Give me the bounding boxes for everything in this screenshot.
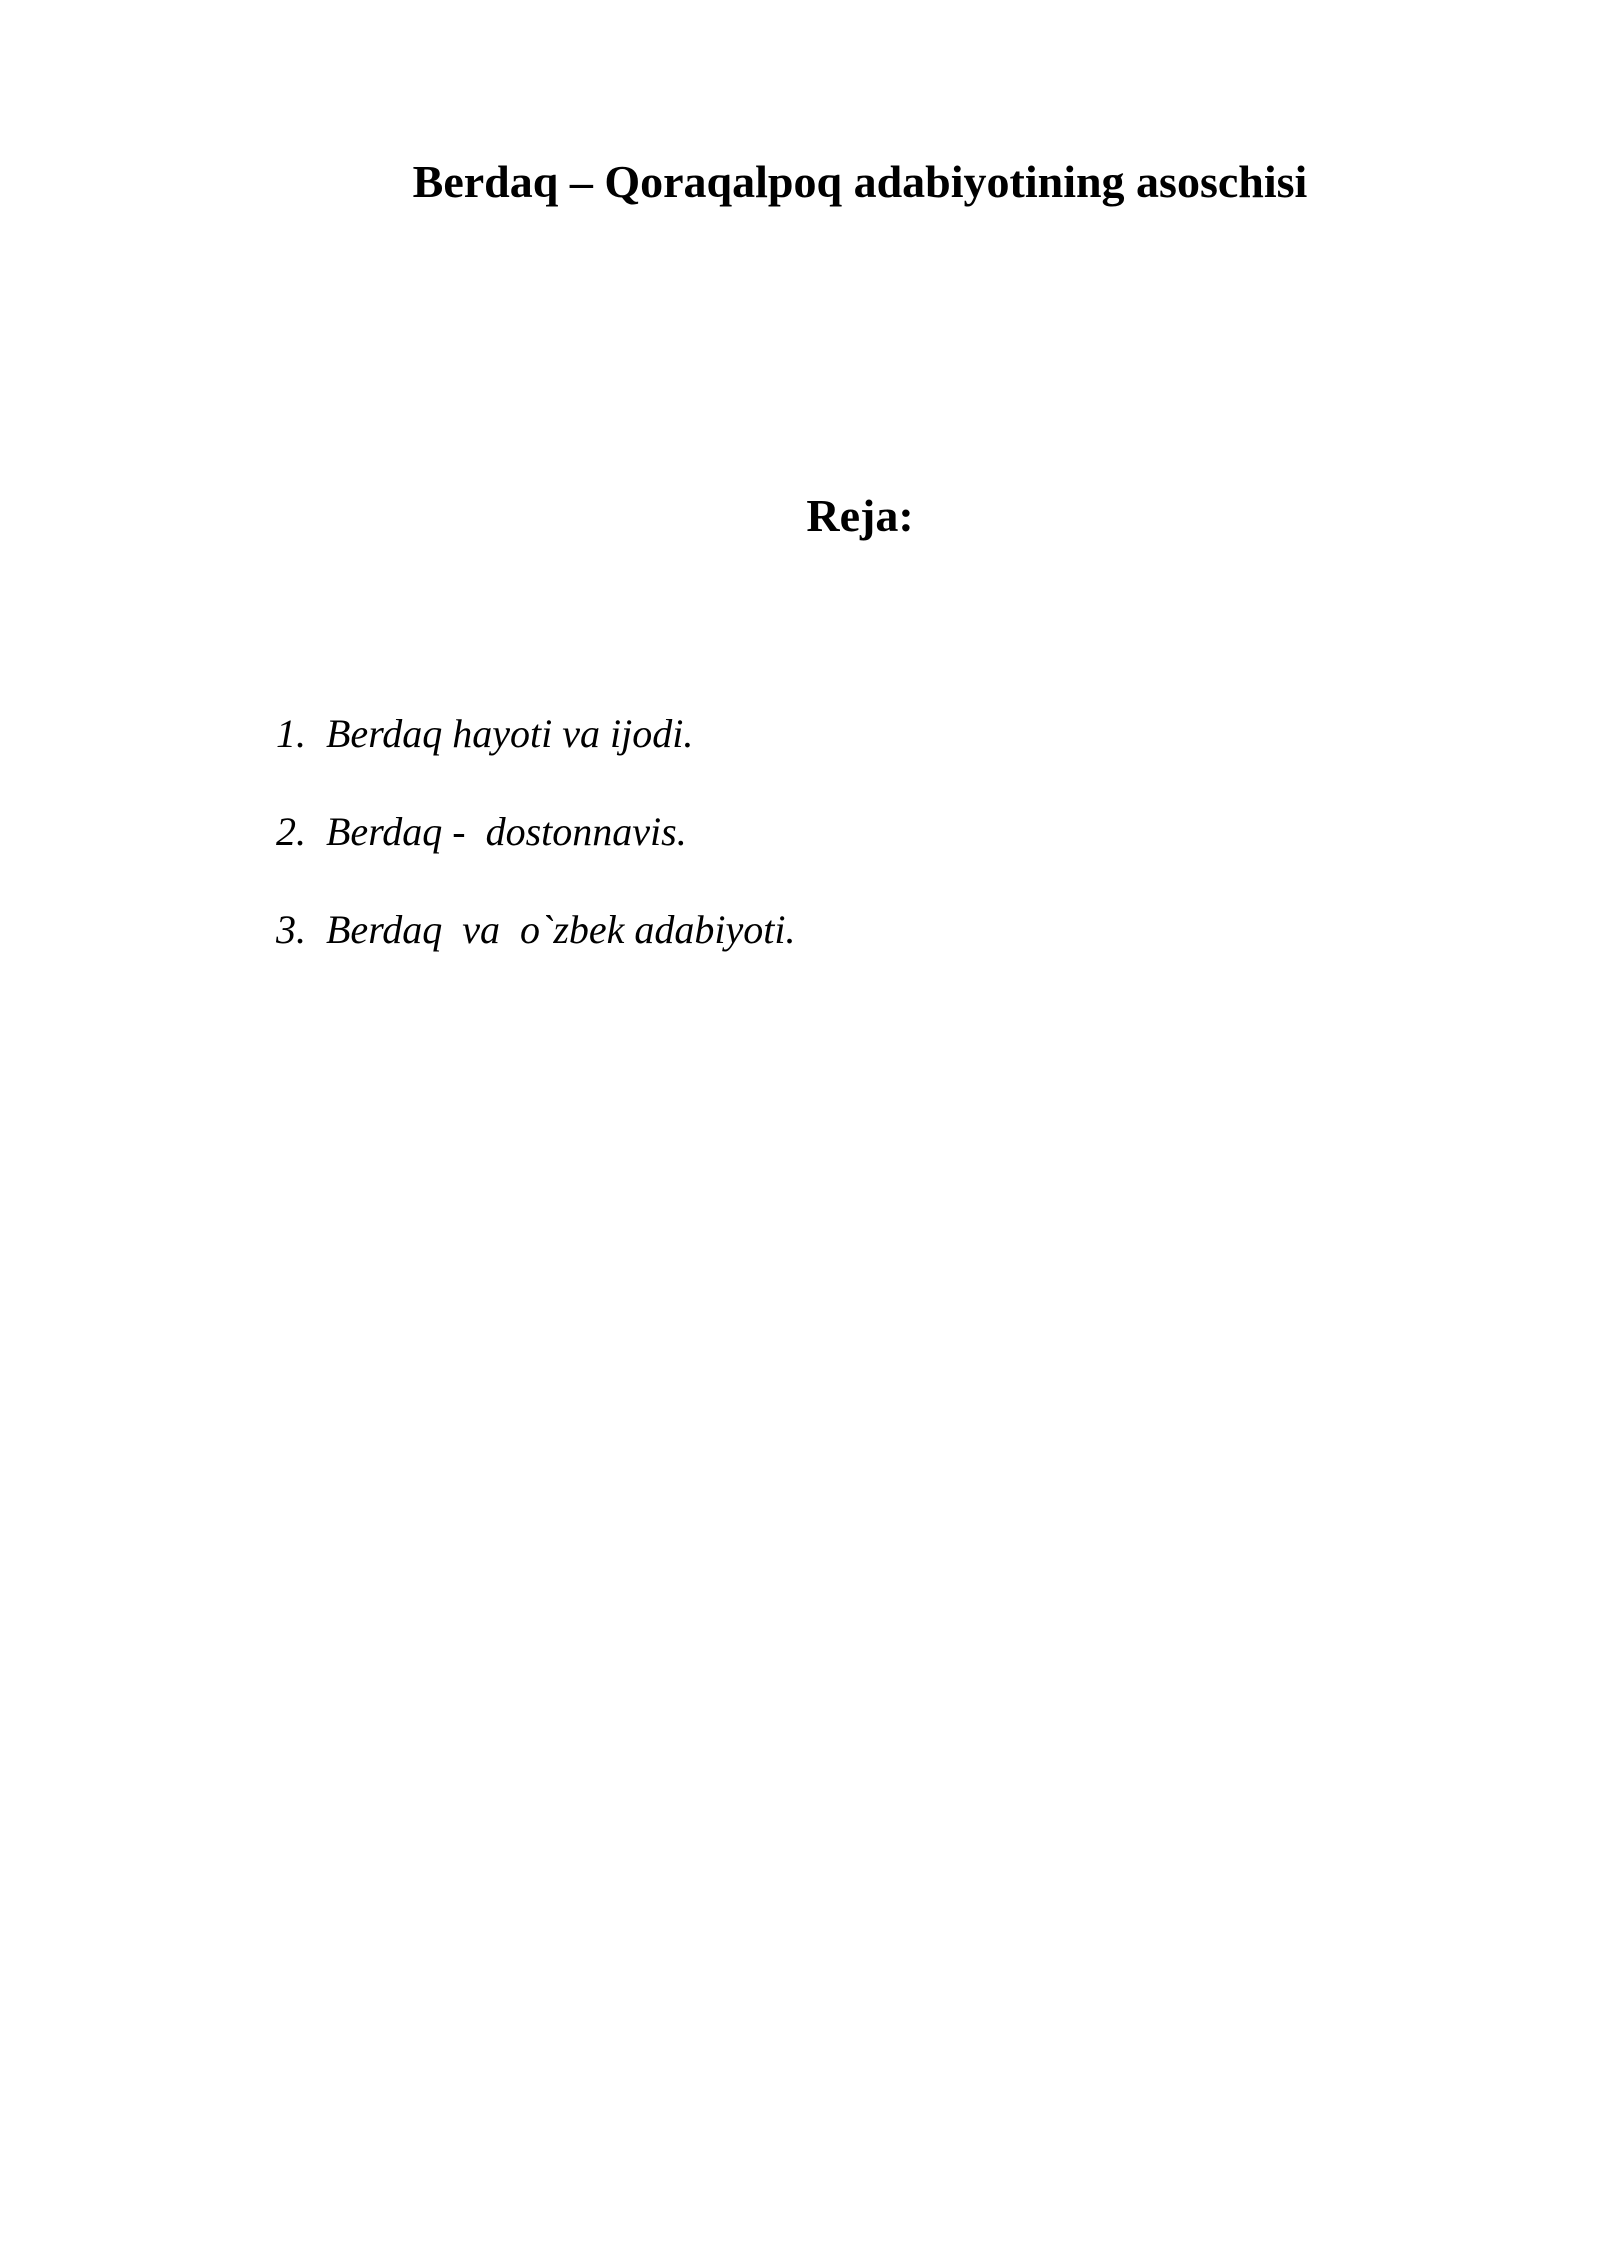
plan-item-number: 2. <box>276 809 306 854</box>
plan-list <box>276 708 796 1002</box>
plan-item-number: 3. <box>276 907 306 952</box>
plan-item-number: 1. <box>276 711 306 756</box>
plan-item-text: Berdaq - dostonnavis. <box>326 809 687 854</box>
plan-item-text: Berdaq hayoti va ijodi. <box>326 711 694 756</box>
plan-item-2 <box>276 806 796 858</box>
plan-item-1 <box>276 708 796 760</box>
plan-heading: Reja: <box>806 490 914 541</box>
document-title: Berdaq – Qoraqalpoq adabiyotining asoschisi <box>412 156 1308 207</box>
plan-item-text: Berdaq va o`zbek adabiyoti. <box>326 907 796 952</box>
plan-item-3 <box>276 904 796 956</box>
